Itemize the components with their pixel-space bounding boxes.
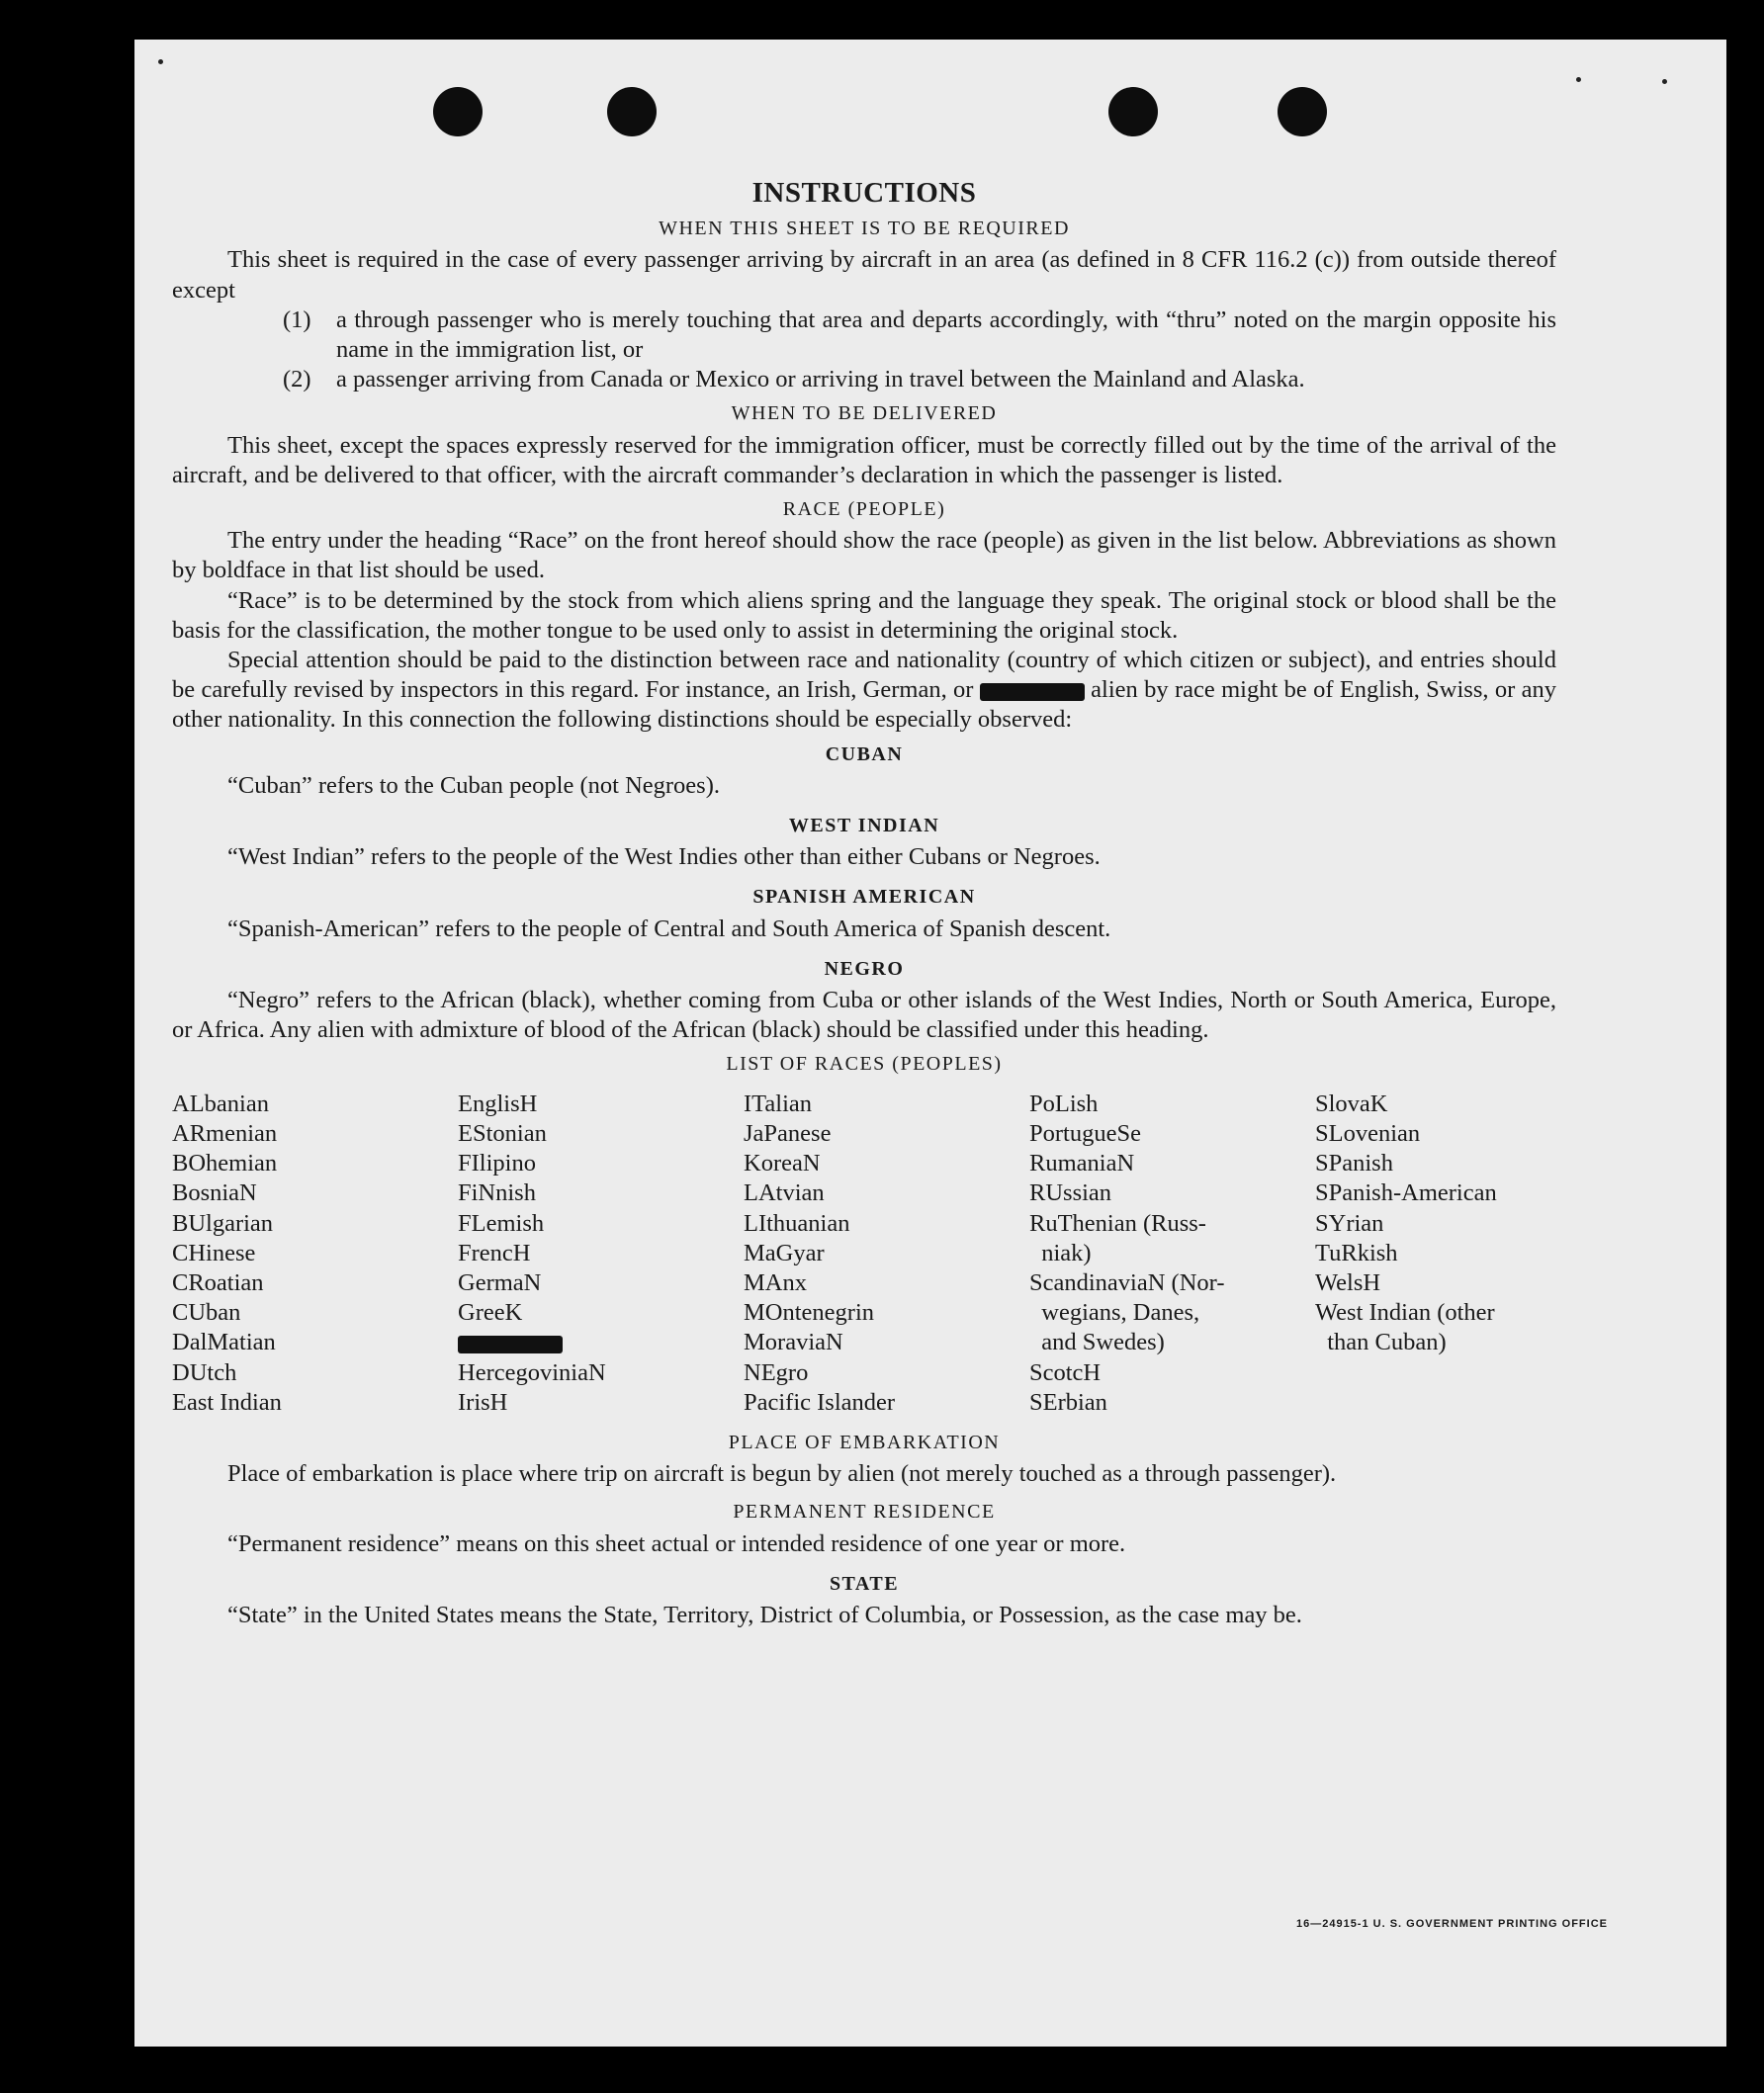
section-heading-spanish-american: SPANISH AMERICAN <box>752 886 976 909</box>
race-entry: BosniaN <box>172 1179 257 1207</box>
state-text: “State” in the United States means the State, Territory, District of Columbia, or Possession, as the case may be. <box>227 1601 1302 1628</box>
race-entry: EnglisH <box>458 1090 538 1117</box>
race-entry: ALbanian <box>172 1090 269 1117</box>
speck <box>158 59 163 64</box>
race-entry: wegians, Danes, <box>1029 1299 1200 1327</box>
section-heading-race: RACE (PEOPLE) <box>782 498 946 521</box>
race-entry: CHinese <box>172 1239 256 1266</box>
when-delivered-text: This sheet, except the spaces expressly reserved for the immigration officer, must be correctly filled out by the time of the arrival of the aircraft, and be delivered to that officer, with the aircraft commander’s declaration in which the passenger is listed. <box>172 431 1556 488</box>
spanish-american-text: “Spanish-American” refers to the people of Central and South America of Spanish descent. <box>227 915 1111 942</box>
race-entry: FiNnish <box>458 1179 536 1207</box>
speck <box>1662 79 1667 84</box>
race-entry: ScotcH <box>1029 1358 1102 1386</box>
race-entry: Pacific Islander <box>744 1388 896 1416</box>
printing-office-footer: 16—24915-1 U. S. GOVERNMENT PRINTING OFFICE <box>1295 1918 1608 1930</box>
race-entry: SLovenian <box>1315 1119 1421 1147</box>
race-paragraph-3 <box>172 646 1556 736</box>
race-entry: MaGyar <box>744 1239 825 1266</box>
exception-text: a through passenger who is merely touching that area and departs accordingly, with “thru” noted on the margin opposite his name in the immigration list, or <box>336 305 1556 364</box>
race-entry: DUtch <box>172 1358 237 1386</box>
race-entry: SPanish <box>1315 1150 1393 1177</box>
race-entry: EStonian <box>458 1119 547 1147</box>
race-entry: than Cuban) <box>1315 1329 1447 1356</box>
race-entry-redacted <box>458 1328 744 1357</box>
race-entry: MAnx <box>744 1268 807 1296</box>
document-sheet <box>134 40 1726 2047</box>
section-heading-cuban: CUBAN <box>825 742 904 765</box>
race-entry: ARmenian <box>172 1119 278 1147</box>
race-entry: MoraviaN <box>744 1329 843 1356</box>
race-entry: JaPanese <box>744 1119 832 1147</box>
embarkation-text: Place of embarkation is place where trip on aircraft is begun by alien (not merely touched as a through passenger). <box>227 1460 1337 1488</box>
race-entry: East Indian <box>172 1388 282 1416</box>
race-entry: ScandinaviaN (Nor- <box>1029 1268 1225 1296</box>
race-paragraph-1: The entry under the heading “Race” on the front hereof should show the race (people) as given in the list below. Abbreviations as shown by boldface in that list should be used. <box>172 527 1556 584</box>
race-entry: niak) <box>1029 1239 1092 1266</box>
races-column <box>172 1090 458 1418</box>
exception-number: (1) <box>283 305 311 333</box>
race-entry: SErbian <box>1029 1388 1107 1416</box>
race-entry: NEgro <box>744 1358 809 1386</box>
when-required-intro: This sheet is required in the case of every passenger arriving by aircraft in an area (as defined in 8 CFR 116.2 (c)) from outside thereof except <box>172 246 1556 304</box>
section-heading-when-required: WHEN THIS SHEET IS TO BE REQUIRED <box>659 218 1070 240</box>
race-paragraph-3-end: alien by race might be of English, Swiss, or any other nationality. In this connection the following distinctions should be especially observed: <box>172 676 1556 734</box>
races-table <box>172 1090 1556 1418</box>
races-column <box>1315 1090 1601 1418</box>
punch-hole <box>433 87 483 136</box>
race-entry: KoreaN <box>744 1150 821 1177</box>
section-heading-west-indian: WEST INDIAN <box>788 815 940 837</box>
race-entry: IrisH <box>458 1388 508 1416</box>
race-entry: FLemish <box>458 1209 545 1237</box>
race-entry: MOntenegrin <box>744 1299 874 1327</box>
race-entry: RUssian <box>1029 1179 1112 1207</box>
race-entry: SPanish-American <box>1315 1179 1497 1207</box>
section-heading-when-delivered: WHEN TO BE DELIVERED <box>731 402 998 425</box>
race-entry: West Indian (other <box>1315 1299 1495 1327</box>
races-column <box>1029 1090 1315 1418</box>
section-heading-list-of-races: LIST OF RACES (PEOPLES) <box>726 1053 1003 1076</box>
exception-number: (2) <box>283 366 311 393</box>
race-entry: FIlipino <box>458 1150 536 1177</box>
residence-text: “Permanent residence” means on this sheet actual or intended residence of one year or more. <box>227 1529 1126 1557</box>
instructions-content <box>172 178 1556 1630</box>
race-entry: ITalian <box>744 1090 813 1117</box>
race-entry: BUlgarian <box>172 1209 274 1237</box>
races-column <box>744 1090 1029 1418</box>
race-paragraph-3-start: Special attention should be paid to the distinction between race and nationality (country of which citizen or subject), and entries should be carefully revised by inspectors in this regard. For instance, an Irish, German, or <box>172 647 1556 704</box>
race-entry: TuRkish <box>1315 1239 1398 1266</box>
race-entry: HercegoviniaN <box>458 1358 606 1386</box>
punch-hole <box>1108 87 1158 136</box>
race-entry: PoLish <box>1029 1090 1099 1117</box>
punch-hole <box>1278 87 1327 136</box>
races-column <box>458 1090 744 1418</box>
redaction-mark <box>980 683 1085 701</box>
exception-item <box>283 365 1556 394</box>
race-paragraph-2: “Race” is to be determined by the stock from which aliens spring and the language they speak. The original stock or blood shall be the basis for the classification, the mother tongue to be used only to assist in determining the original stock. <box>172 586 1556 644</box>
speck <box>1576 77 1581 82</box>
negro-text: “Negro” refers to the African (black), whether coming from Cuba or other islands of the West Indies, North or South America, Europe, or Africa. Any alien with admixture of blood of the African (black) should be classified under this heading. <box>172 987 1556 1044</box>
race-entry: and Swedes) <box>1029 1329 1165 1356</box>
race-entry: BOhemian <box>172 1150 278 1177</box>
punch-hole <box>607 87 657 136</box>
race-entry: DalMatian <box>172 1329 276 1356</box>
exception-text: a passenger arriving from Canada or Mexico or arriving in travel between the Mainland and Alaska. <box>336 366 1305 393</box>
race-entry: LAtvian <box>744 1179 825 1207</box>
race-entry: CRoatian <box>172 1268 264 1296</box>
section-heading-residence: PERMANENT RESIDENCE <box>733 1501 996 1524</box>
cuban-text: “Cuban” refers to the Cuban people (not Negroes). <box>227 771 720 799</box>
race-entry: FrencH <box>458 1239 531 1266</box>
west-indian-text: “West Indian” refers to the people of the West Indies other than either Cubans or Negroes. <box>227 843 1101 871</box>
race-entry: CUban <box>172 1299 241 1327</box>
race-entry: GermaN <box>458 1268 542 1296</box>
section-heading-state: STATE <box>829 1572 900 1595</box>
race-entry: RumaniaN <box>1029 1150 1135 1177</box>
race-entry: SYrian <box>1315 1209 1384 1237</box>
race-entry: SlovaK <box>1315 1090 1388 1117</box>
section-heading-embarkation: PLACE OF EMBARKATION <box>728 1431 1001 1453</box>
redaction-mark <box>458 1336 563 1353</box>
race-entry: LIthuanian <box>744 1209 850 1237</box>
section-heading-negro: NEGRO <box>824 957 905 980</box>
race-entry: RuThenian (Russ- <box>1029 1209 1206 1237</box>
race-entry: GreeK <box>458 1299 523 1327</box>
exception-item <box>283 305 1556 365</box>
page-title: INSTRUCTIONS <box>751 177 977 209</box>
race-entry: WelsH <box>1315 1268 1381 1296</box>
race-entry: PortugueSe <box>1029 1119 1141 1147</box>
